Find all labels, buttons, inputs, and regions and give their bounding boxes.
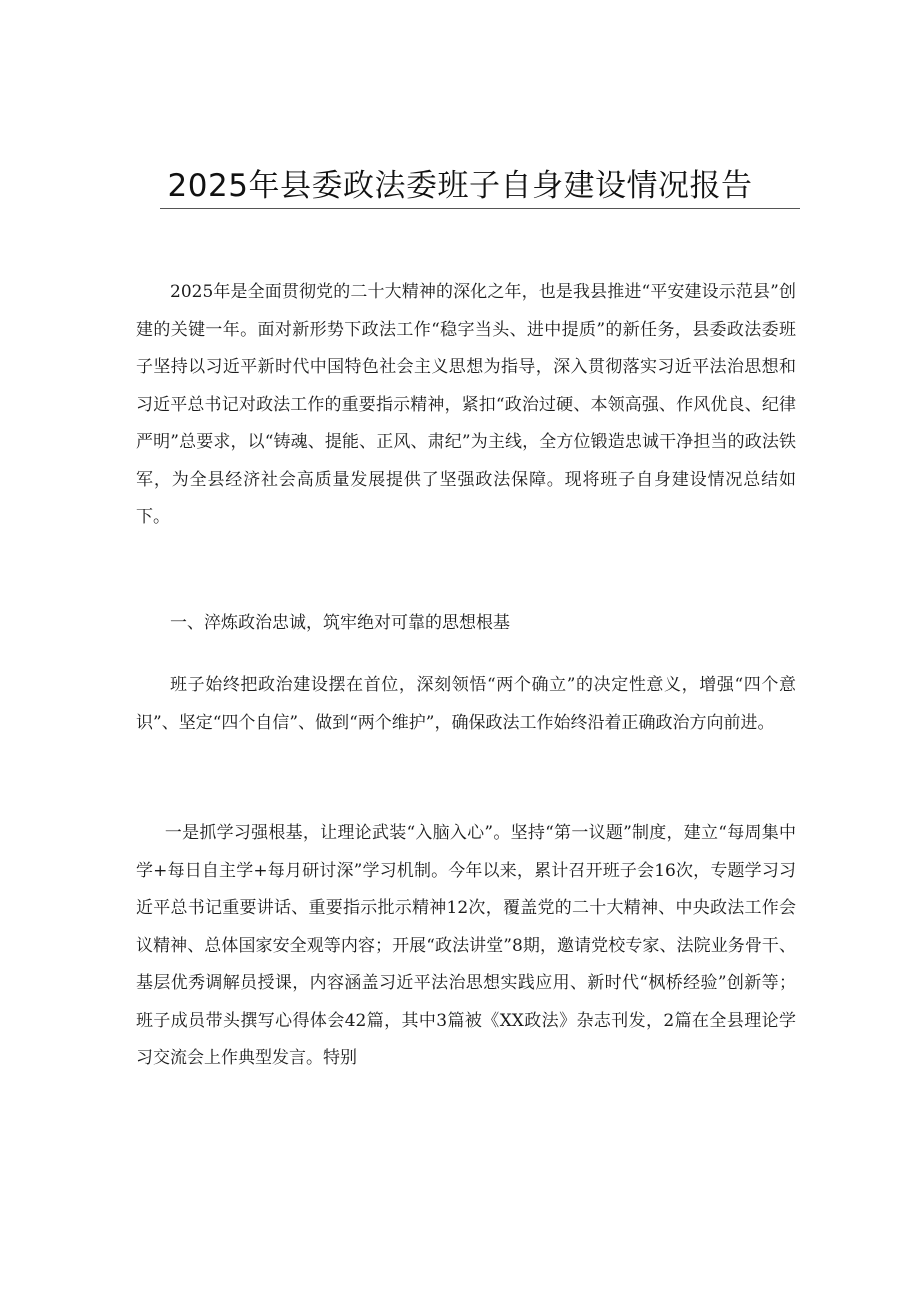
intro-paragraph: 2025年是全面贯彻党的二十大精神的深化之年，也是我县推进“平安建设示范县”创建的关键一年。面对新形势下政法工作“稳字当头、进中提质”的新任务，县委政法委班子坚持以习近平新时代中国特色社会主义思想为指导，深入贯彻落实习近平法治思想和习近平总书记对政法工作的重要指示精神，紧扣“政治过硬、本领高强、作风优良、纪律严明”总要求，以“铸魂、提能、正风、肃纪”为主线，全方位锻造忠诚干净担当的政法铁军，为全县经济社会高质量发展提供了坚强政法保障。现将班子自身建设情况总结如下。: [136, 282, 796, 527]
section1-point1-paragraph: 一是抓学习强根基，让理论武装“入脑入心”。坚持“第一议题”制度，建立“每周集中学+每日自主学+每月研讨深”学习机制。今年以来，累计召开班子会16次，专题学习习近平总书记重要讲话、重要指示批示精神12次，覆盖党的二十大精神、中央政法工作会议精神、总体国家安全观等内容；开展“政法讲堂”8期，邀请党校专家、法院业务骨干、基层优秀调解员授课，内容涵盖习近平法治思想实践应用、新时代“枫桥经验”创新等；班子成员带头撰写心得体会42篇，其中3篇被《XX政法》杂志刊发，2篇在全县理论学习交流会上作典型发言。特别: [136, 823, 796, 1068]
title-underline: [160, 208, 800, 209]
section-heading-1: 一、淬炼政治忠诚，筑牢绝对可靠的思想根基: [170, 613, 510, 633]
section1-body-paragraph: 班子始终把政治建设摆在首位，深刻领悟“两个确立”的决定性意义，增强“四个意识”、坚定“四个自信”、做到“两个维护”，确保政法工作始终沿着正确政治方向前进。: [136, 675, 796, 733]
document-title: 2025年县委政法委班子自身建设情况报告: [167, 168, 753, 204]
